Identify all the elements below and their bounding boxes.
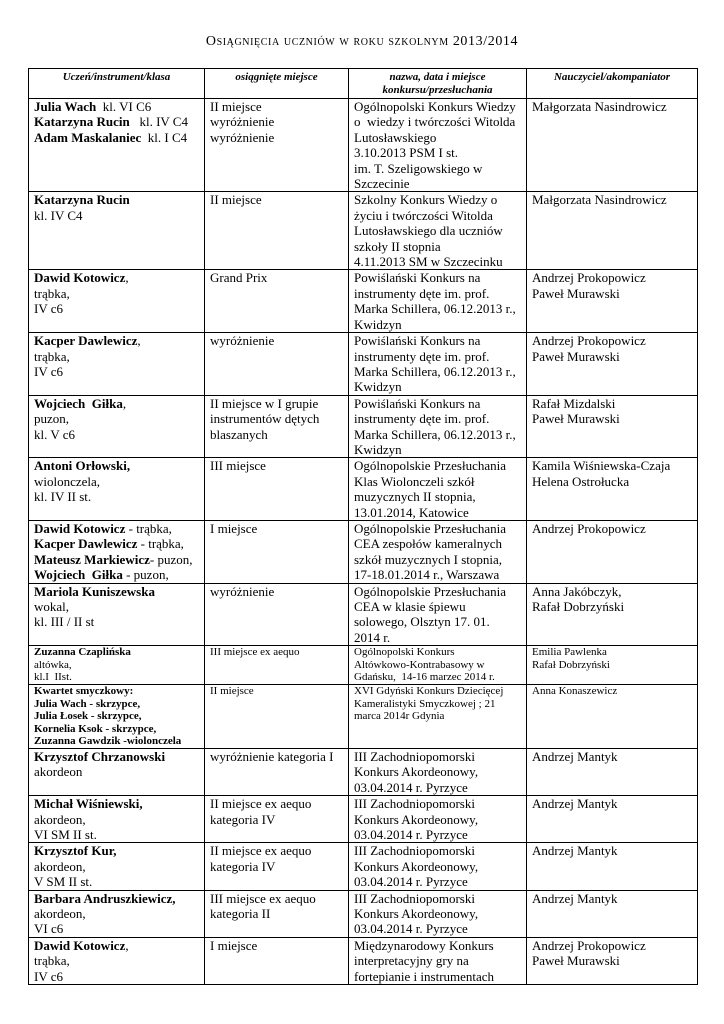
student-name: Julia Wach — [34, 99, 97, 114]
contest-line: życiu i twórczości Witolda — [354, 207, 493, 223]
contest-line: CEA w klasie śpiewu — [354, 599, 466, 614]
contest-line: Powiślański Konkurs na — [354, 395, 481, 411]
contest-cell — [349, 937, 527, 984]
place-cell — [205, 333, 349, 396]
student-detail: trąbka, — [34, 285, 70, 301]
student-name: Krzysztof Chrzanowski — [34, 748, 166, 764]
table-row — [29, 796, 698, 843]
contest-line: 3.10.2013 PSM I st. — [354, 145, 459, 161]
place-line: kategoria II — [210, 906, 271, 922]
place-line: II miejsce — [210, 192, 262, 208]
student-name: Julia Wach - skrzypce, — [34, 697, 141, 710]
student-line — [34, 874, 199, 889]
student-line — [34, 130, 199, 145]
student-line — [34, 891, 199, 906]
student-line — [34, 812, 199, 827]
teacher-cell — [527, 458, 698, 521]
table-body — [29, 99, 698, 985]
contest-cell — [349, 748, 527, 795]
place-cell — [205, 520, 349, 583]
student-name: Kornelia Ksok - skrzypce, — [34, 722, 157, 735]
student-line — [34, 427, 199, 442]
student-name: Wojciech Giłka — [34, 395, 123, 411]
student-name: Mariola Kuniszewska — [34, 583, 155, 599]
contest-line: solowego, Olsztyn 17. 01. — [354, 614, 490, 630]
student-detail: akordeon, — [34, 858, 86, 874]
student-cell — [29, 843, 205, 890]
table-row — [29, 520, 698, 583]
teacher-cell — [527, 796, 698, 843]
student-detail: trąbka, — [34, 953, 70, 969]
student-cell — [29, 685, 205, 749]
table-row — [29, 192, 698, 270]
place-cell — [205, 99, 349, 192]
contest-line: 03.04.2014 r. Pyrzyce — [354, 827, 468, 842]
student-cell — [29, 99, 205, 192]
teacher-cell — [527, 270, 698, 333]
student-line — [34, 192, 199, 207]
teacher-cell — [527, 646, 698, 685]
student-line — [34, 270, 199, 285]
contest-line: Marka Schillera, 06.12.2013 r., — [354, 363, 516, 379]
student-name: Julia Łosek - skrzypce, — [34, 710, 142, 723]
contest-line: marca 2014r Gdynia — [354, 710, 445, 723]
contest-line: Altówkowo-Kontrabasowy w — [354, 658, 485, 671]
header-contest: nazwa, data i miejsce konkursu/przesłuchania — [349, 69, 527, 99]
place-line: wyróżnienie — [210, 583, 275, 599]
student-detail: V SM II st. — [34, 874, 93, 890]
teacher-line: Małgorzata Nasindrowicz — [532, 99, 667, 114]
contest-cell — [349, 843, 527, 890]
contest-line: interpretacyjny gry na — [354, 953, 469, 969]
table-row — [29, 646, 698, 685]
teacher-line: Andrzej Mantyk — [532, 748, 618, 764]
contest-line: Kwidzyn — [354, 441, 402, 457]
student-line — [34, 536, 199, 551]
place-line: II miejsce ex aequo — [210, 843, 312, 859]
teacher-cell — [527, 843, 698, 890]
contest-line: Lutosławskiego dla uczniów — [354, 223, 503, 239]
student-line — [34, 286, 199, 301]
student-line — [34, 521, 199, 536]
student-detail: , — [122, 395, 127, 411]
place-cell — [205, 685, 349, 749]
contest-line: 03.04.2014 r. Pyrzyce — [354, 921, 468, 937]
table-row — [29, 843, 698, 890]
teacher-cell — [527, 890, 698, 937]
contest-line: III Zachodniopomorski — [354, 890, 475, 906]
student-detail: kl. IV II st. — [34, 489, 92, 505]
table-row — [29, 270, 698, 333]
student-detail: akordeon, — [34, 811, 86, 827]
student-detail: kl. IV C4 — [129, 114, 188, 130]
teacher-line: Andrzej Prokopowicz — [532, 333, 646, 349]
teacher-line: Paweł Murawski — [532, 953, 620, 969]
student-line — [34, 99, 199, 114]
contest-line: 4.11.2013 SM w Szczecinku — [354, 254, 503, 270]
place-cell — [205, 583, 349, 646]
document-title: Osiągnięcia uczniów w roku szkolnym 2013/2014 — [205, 34, 519, 49]
contest-line: Powiślański Konkurs na — [354, 333, 481, 349]
teacher-cell — [527, 99, 698, 192]
student-name: Kacper Dawlewicz — [34, 333, 138, 349]
student-detail: kl. III / II st — [34, 614, 95, 630]
place-line: instrumentów dętych — [210, 411, 320, 427]
student-cell — [29, 796, 205, 843]
contest-line: Międzynarodowy Konkurs — [354, 937, 494, 953]
contest-cell — [349, 192, 527, 270]
student-detail: wiolonczela, — [34, 473, 101, 489]
place-line: II miejsce — [210, 685, 254, 697]
teacher-cell — [527, 583, 698, 646]
student-detail: kl. IV C4 — [34, 207, 83, 223]
student-detail: wokal, — [34, 599, 70, 614]
student-line — [34, 552, 199, 567]
student-name: Dawid Kotowicz — [34, 937, 126, 953]
student-detail: - trąbka, — [125, 520, 172, 536]
place-cell — [205, 796, 349, 843]
teacher-line: Paweł Murawski — [532, 285, 620, 301]
teacher-line: Emilia Pawlenka — [532, 646, 607, 659]
teacher-line: Andrzej Mantyk — [532, 843, 618, 859]
teacher-cell — [527, 520, 698, 583]
contest-cell — [349, 685, 527, 749]
table-row — [29, 890, 698, 937]
table-row — [29, 583, 698, 646]
student-line — [34, 953, 199, 968]
student-detail: - puzon, — [122, 567, 169, 583]
contest-line: Ogólnopolskie Przesłuchania — [354, 583, 506, 599]
contest-line: Ogólnopolski Konkurs Wiedzy — [354, 99, 516, 114]
place-cell — [205, 458, 349, 521]
student-detail: - trąbka, — [137, 536, 184, 552]
header-teacher: Nauczyciel/akompaniator — [527, 69, 698, 99]
place-line: wyróżnienie — [210, 333, 275, 349]
contest-cell — [349, 270, 527, 333]
place-line: III miejsce ex aequo — [210, 890, 316, 906]
table-row — [29, 685, 698, 749]
teacher-line: Paweł Murawski — [532, 348, 620, 364]
student-detail: kl. V c6 — [34, 426, 76, 442]
place-cell — [205, 270, 349, 333]
table-row — [29, 937, 698, 984]
contest-line: o wiedzy i twórczości Witolda — [354, 114, 516, 130]
contest-line: Lutosławskiego — [354, 129, 437, 145]
contest-line: Klas Wiolonczeli szkół — [354, 473, 475, 489]
place-cell — [205, 395, 349, 458]
student-line — [34, 735, 199, 748]
place-cell — [205, 937, 349, 984]
student-name: Dawid Kotowicz — [34, 520, 126, 536]
student-detail: , — [137, 333, 141, 349]
student-line — [34, 349, 199, 364]
student-line — [34, 827, 199, 842]
contest-line: Ogólnopolskie Przesłuchania — [354, 458, 506, 474]
student-line — [34, 584, 199, 599]
header-place: osiągnięte miejsce — [205, 69, 349, 99]
contest-line: 2014 r. — [354, 629, 391, 645]
contest-line: Kwidzyn — [354, 379, 402, 395]
teacher-line: Rafał Mizdalski — [532, 395, 616, 411]
student-name: Mateusz Markiewicz — [34, 551, 150, 567]
contest-line: 03.04.2014 r. Pyrzyce — [354, 874, 468, 890]
place-line: II miejsce — [210, 99, 262, 114]
contest-line: Ogólnopolskie Przesłuchania — [354, 520, 506, 536]
student-detail: , — [125, 937, 129, 953]
place-line: I miejsce — [210, 520, 258, 536]
student-line — [34, 685, 199, 698]
table-row — [29, 99, 698, 192]
student-line — [34, 411, 199, 426]
student-line — [34, 474, 199, 489]
student-name: Antoni Orłowski, — [34, 458, 131, 474]
student-detail: altówka, — [34, 658, 72, 671]
student-line — [34, 796, 199, 811]
contest-cell — [349, 583, 527, 646]
teacher-line: Andrzej Prokopowicz — [532, 937, 646, 953]
contest-line: Ogólnopolski Konkurs — [354, 646, 455, 659]
student-detail: kl.I IIst. — [34, 671, 72, 684]
student-detail: VI SM II st. — [34, 827, 97, 842]
student-line — [34, 969, 199, 984]
student-line — [34, 906, 199, 921]
student-line — [34, 333, 199, 348]
student-line — [34, 489, 199, 504]
student-cell — [29, 333, 205, 396]
table-row — [29, 748, 698, 795]
table-header-row — [29, 69, 698, 99]
student-line — [34, 843, 199, 858]
teacher-line: Małgorzata Nasindrowicz — [532, 192, 667, 208]
student-detail: akordeon, — [34, 906, 86, 922]
student-line — [34, 764, 199, 779]
place-line: wyróżnienie — [210, 114, 275, 130]
student-line — [34, 749, 199, 764]
place-line: wyróżnienie kategoria I — [210, 748, 334, 764]
place-cell — [205, 890, 349, 937]
place-cell — [205, 192, 349, 270]
contest-line: szkół muzycznych I stopnia, — [354, 551, 503, 567]
teacher-cell — [527, 395, 698, 458]
teacher-line: Anna Konaszewicz — [532, 685, 618, 697]
table-row — [29, 458, 698, 521]
student-name: Katarzyna Rucin — [34, 114, 130, 130]
contest-line: muzycznych II stopnia, — [354, 489, 476, 505]
student-detail: IV c6 — [34, 363, 64, 379]
student-detail: - puzon, — [149, 551, 193, 567]
student-name: Wojciech Giłka — [34, 567, 123, 583]
teacher-line: Andrzej Prokopowicz — [532, 520, 646, 536]
student-line — [34, 458, 199, 473]
student-line — [34, 646, 199, 659]
student-name: Krzysztof Kur, — [34, 843, 117, 859]
contest-cell — [349, 796, 527, 843]
teacher-line: Andrzej Mantyk — [532, 890, 618, 906]
student-cell — [29, 192, 205, 270]
contest-line: Kwidzyn — [354, 316, 402, 332]
contest-cell — [349, 99, 527, 192]
contest-line: Szczecinie — [354, 176, 410, 192]
contest-line: Konkurs Akordeonowy, — [354, 811, 479, 827]
student-line — [34, 599, 199, 614]
contest-line: 17-18.01.2014 r., Warszawa — [354, 567, 500, 583]
contest-line: im. T. Szeligowskiego w — [354, 160, 483, 176]
student-line — [34, 723, 199, 736]
contest-line: Marka Schillera, 06.12.2013 r., — [354, 301, 516, 317]
student-cell — [29, 458, 205, 521]
student-detail: kl. I C4 — [141, 129, 188, 145]
place-line: blaszanych — [210, 426, 268, 442]
student-name: Zuzanna Gawdzik -wiolonczela — [34, 735, 182, 748]
teacher-cell — [527, 748, 698, 795]
student-cell — [29, 748, 205, 795]
student-detail: VI c6 — [34, 921, 64, 937]
contest-line: Gdańsku, 14-16 marzec 2014 r. — [354, 671, 495, 684]
teacher-line: Andrzej Prokopowicz — [532, 270, 646, 286]
contest-line: CEA zespołów kameralnych — [354, 536, 503, 552]
student-detail: akordeon — [34, 764, 83, 780]
contest-line: Marka Schillera, 06.12.2013 r., — [354, 426, 516, 442]
contest-line: Powiślański Konkurs na — [354, 270, 481, 286]
student-cell — [29, 890, 205, 937]
student-line — [34, 567, 199, 582]
student-line — [34, 614, 199, 629]
teacher-line: Helena Ostrołucka — [532, 473, 630, 489]
student-cell — [29, 520, 205, 583]
place-cell — [205, 646, 349, 685]
contest-line: instrumenty dęte im. prof. — [354, 285, 490, 301]
teacher-line: Rafał Dobrzyński — [532, 658, 610, 671]
teacher-cell — [527, 192, 698, 270]
student-name: Kwartet smyczkowy: — [34, 685, 134, 697]
contest-line: Konkurs Akordeonowy, — [354, 764, 479, 780]
student-cell — [29, 270, 205, 333]
student-line — [34, 208, 199, 223]
place-line: kategoria IV — [210, 858, 276, 874]
place-cell — [205, 843, 349, 890]
contest-line: Konkurs Akordeonowy, — [354, 906, 479, 922]
student-detail: trąbka, — [34, 348, 70, 364]
student-line — [34, 659, 199, 672]
achievements-table — [28, 68, 698, 985]
teacher-cell — [527, 685, 698, 749]
student-line — [34, 671, 199, 684]
student-line — [34, 114, 199, 129]
student-line — [34, 396, 199, 411]
student-name: Michał Wiśniewski, — [34, 796, 143, 812]
contest-cell — [349, 646, 527, 685]
student-name: Dawid Kotowicz — [34, 270, 126, 286]
student-name: Barbara Andruszkiewicz, — [34, 890, 176, 906]
contest-line: Kameralistyki Smyczkowej ; 21 — [354, 697, 496, 710]
student-line — [34, 710, 199, 723]
contest-line: szkoły II stopnia — [354, 238, 441, 254]
student-name: Zuzanna Czaplińska — [34, 646, 131, 659]
student-name: Kacper Dawlewicz — [34, 536, 138, 552]
teacher-line: Kamila Wiśniewska-Czaja — [532, 458, 671, 474]
student-cell — [29, 583, 205, 646]
teacher-cell — [527, 937, 698, 984]
contest-cell — [349, 333, 527, 396]
place-line: III miejsce — [210, 458, 266, 474]
teacher-line: Anna Jakóbczyk, — [532, 583, 622, 599]
student-line — [34, 938, 199, 953]
student-detail: IV c6 — [34, 968, 64, 984]
place-line: I miejsce — [210, 937, 258, 953]
place-line: wyróżnienie — [210, 129, 275, 145]
teacher-line: Andrzej Mantyk — [532, 796, 618, 812]
table-row — [29, 333, 698, 396]
student-line — [34, 859, 199, 874]
contest-line: instrumenty dęte im. prof. — [354, 411, 490, 427]
contest-line: III Zachodniopomorski — [354, 796, 475, 812]
contest-line: III Zachodniopomorski — [354, 843, 475, 859]
place-line: II miejsce ex aequo — [210, 796, 312, 812]
student-detail: kl. VI C6 — [96, 99, 152, 114]
student-name: Katarzyna Rucin — [34, 192, 130, 208]
student-detail: , — [125, 270, 129, 286]
place-line: III miejsce ex aequo — [210, 646, 300, 659]
contest-line: 13.01.2014, Katowice — [354, 504, 469, 520]
contest-cell — [349, 395, 527, 458]
student-detail: puzon, — [34, 411, 70, 427]
place-line: II miejsce w I grupie — [210, 395, 319, 411]
header-student: Uczeń/instrument/klasa — [29, 69, 205, 99]
contest-line: instrumenty dęte im. prof. — [354, 348, 490, 364]
student-cell — [29, 646, 205, 685]
student-detail: IV c6 — [34, 301, 64, 317]
teacher-line: Rafał Dobrzyński — [532, 599, 625, 614]
place-line: Grand Prix — [210, 270, 268, 286]
place-line: kategoria IV — [210, 811, 276, 827]
contest-line: fortepianie i instrumentach — [354, 968, 495, 984]
contest-line: III Zachodniopomorski — [354, 748, 475, 764]
student-cell — [29, 395, 205, 458]
contest-line: XVI Gdyński Konkurs Dziecięcej — [354, 685, 504, 697]
student-line — [34, 301, 199, 316]
teacher-line: Paweł Murawski — [532, 411, 620, 427]
student-line — [34, 364, 199, 379]
contest-cell — [349, 890, 527, 937]
contest-line: Konkurs Akordeonowy, — [354, 858, 479, 874]
contest-line: Szkolny Konkurs Wiedzy o — [354, 192, 498, 208]
table-row — [29, 395, 698, 458]
student-line — [34, 698, 199, 711]
contest-cell — [349, 458, 527, 521]
contest-cell — [349, 520, 527, 583]
student-name: Adam Maskalaniec — [34, 129, 142, 145]
student-line — [34, 921, 199, 936]
contest-line: 03.04.2014 r. Pyrzyce — [354, 779, 468, 795]
place-cell — [205, 748, 349, 795]
teacher-cell — [527, 333, 698, 396]
student-cell — [29, 937, 205, 984]
